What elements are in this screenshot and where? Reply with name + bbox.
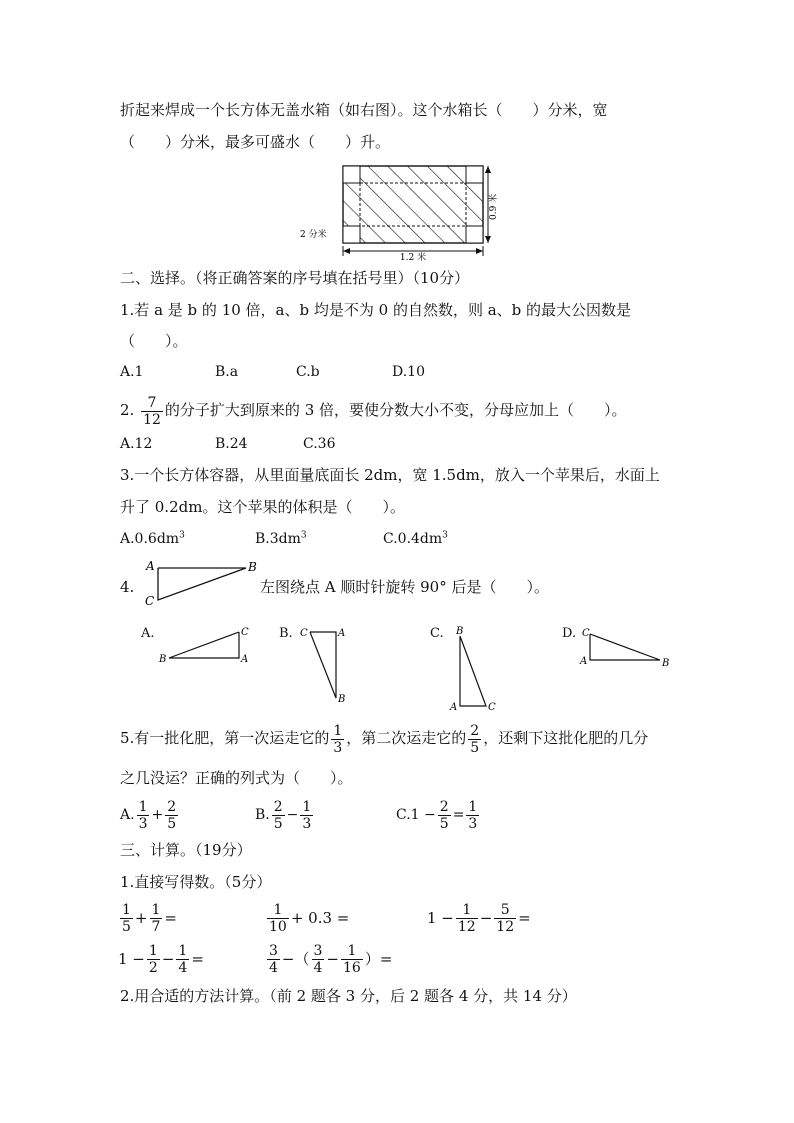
q5-fraction-2: $\frac{2}{5}$ — [470, 722, 480, 756]
q4-option-b-figure — [296, 622, 356, 708]
q3-line-2: 升了 0.2dm。这个苹果的体积是（ ）。 — [120, 498, 405, 516]
svg-text:A: A — [450, 702, 458, 713]
svg-text:C: C — [300, 628, 308, 639]
svg-text:A: A — [580, 656, 588, 667]
calc-expression-5: $\frac{3}{4}$ −（ $\frac{3}{4}$ − $\frac{1}{16}$ ）= — [269, 942, 393, 976]
svg-text:C: C — [488, 702, 496, 713]
q4-option-a-label: A. — [141, 626, 155, 641]
svg-text:B: B — [456, 626, 464, 637]
svg-text:C: C — [582, 628, 590, 639]
tank-height-label: 0.9 米 — [489, 193, 499, 220]
section-3-header: 三、计算。（19分） — [120, 841, 252, 859]
q3-line-1: 3.一个长方体容器，从里面量底面长 2dm，宽 1.5dm，放入一个苹果后，水面上 — [120, 466, 660, 484]
q4-option-b-label: B. — [279, 626, 293, 641]
q4-option-c-figure — [446, 622, 506, 714]
section-2-header: 二、选择。（将正确答案的序号填在括号里）（10分） — [120, 269, 470, 287]
svg-text:A: A — [338, 628, 346, 639]
intro-line-2: （ ）分米，最多可盛水（ ）升。 — [120, 133, 391, 151]
q5-option-a: A. $\frac{1}{3}$ + $\frac{2}{5}$ — [120, 798, 177, 832]
q3-option-c: $C.0.4dm^3$ — [383, 530, 448, 547]
svg-text:B: B — [248, 560, 257, 574]
q4-option-d-label: D. — [562, 626, 577, 641]
q4-option-a-figure — [155, 624, 255, 670]
svg-text:A: A — [146, 559, 155, 573]
q2-option-c: C.36 — [303, 436, 336, 452]
q2-text: 的分子扩大到原来的 3 倍，要使分数大小不变，分母应加上（ ）。 — [164, 401, 627, 419]
q5-option-c: C.1 − $\frac{2}{5}$ = $\frac{1}{3}$ — [396, 798, 478, 832]
calc-expression-2: $\frac{1}{10}$ + 0.3 = — [269, 901, 350, 935]
q5-fraction-1: $\frac{1}{3}$ — [333, 722, 343, 756]
q4-original-triangle — [140, 556, 260, 608]
q1-line-1: 1.若 a 是 b 的 10 倍，a、b 均是不为 0 的自然数，则 a、b 的最大公因数是 — [120, 301, 632, 319]
tank-width-label: 1.2 米 — [399, 253, 427, 262]
water-tank-figure — [300, 158, 500, 262]
q4-number: 4. — [120, 578, 135, 596]
q5-line-1: 5.有一批化肥，第一次运走它的 $\frac{1}{3}$ ，第二次运走它的 $\frac{2}{5}$ ，还剩下这批化肥的几分 — [120, 722, 649, 756]
svg-text:B: B — [662, 658, 670, 669]
q4-option-c-label: C. — [430, 626, 444, 641]
svg-text:B: B — [338, 694, 346, 705]
q1-option-c: C.b — [296, 364, 320, 380]
svg-text:A: A — [241, 654, 249, 665]
q5-option-b: B. $\frac{2}{5}$ − $\frac{1}{3}$ — [255, 798, 312, 832]
calc-expression-1: $\frac{1}{5}$ + $\frac{1}{7}$ = — [122, 901, 177, 935]
q4-text: 左图绕点 A 顺时针旋转 90° 后是（ ）。 — [260, 578, 549, 596]
q2-option-a: A.12 — [120, 436, 153, 452]
q4-option-d-figure — [578, 624, 674, 670]
sub-question-1: 1.直接写得数。（5分） — [120, 873, 272, 891]
svg-text:B: B — [159, 654, 167, 665]
q3-option-b: $B.3dm^3$ — [255, 530, 307, 547]
q2-number: 2. — [120, 401, 135, 419]
q5-line-2: 之几没运？正确的列式为（ ）。 — [120, 769, 353, 787]
q2-line — [120, 390, 627, 430]
tank-corner-label: 2 分米 — [300, 230, 327, 240]
q1-line-2: （ ）。 — [120, 332, 188, 350]
q2-option-b: B.24 — [215, 436, 248, 452]
q1-option-d: D.10 — [392, 364, 425, 380]
q2-fraction: $\frac{7}{12}$ — [143, 394, 161, 428]
sub-question-2: 2.用合适的方法计算。（前 2 题各 3 分，后 2 题各 4 分，共 14 分） — [120, 987, 577, 1005]
q3-option-a: $A.0.6dm^3$ — [120, 530, 185, 547]
q1-option-b: B.a — [215, 364, 239, 380]
svg-text:C: C — [241, 627, 249, 638]
calc-expression-3: 1 − $\frac{1}{12}$ − $\frac{5}{12}$ = — [427, 901, 531, 935]
svg-text:C: C — [145, 594, 155, 608]
intro-line-1: 折起来焊成一个长方体无盖水箱（如右图）。这个水箱长（ ）分米，宽 — [120, 101, 608, 119]
calc-expression-4: 1 − $\frac{1}{2}$ − $\frac{1}{4}$ = — [118, 942, 204, 976]
q1-option-a: A.1 — [120, 364, 144, 380]
